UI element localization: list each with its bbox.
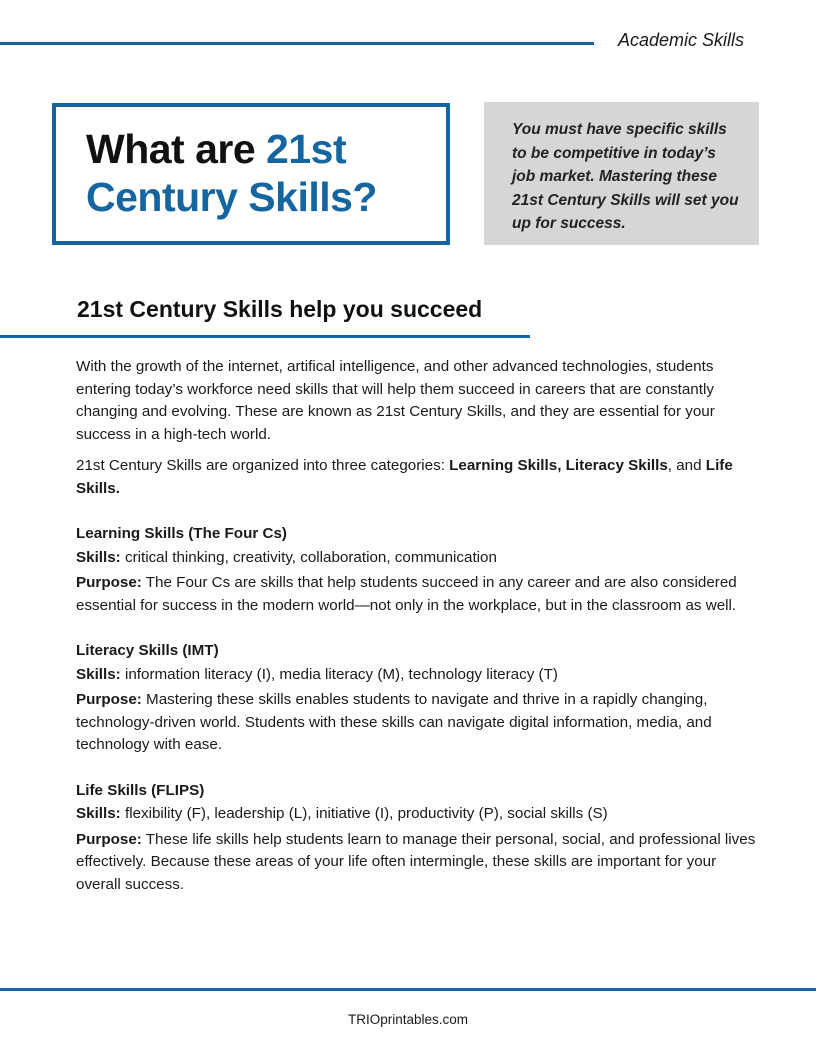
category-label: Academic Skills <box>618 30 745 50</box>
group-purpose-life: Purpose: These life skills help students learn to manage their personal, social, and professional lives effectively. Because these areas of your life often intermingle, these skills are important for your overall success. <box>76 830 756 893</box>
group-title-life: Life Skills (FLIPS) <box>76 781 205 799</box>
categories-prefix: 21st Century Skills are organized into three categories: <box>76 457 450 474</box>
title-accent-text-2: Century Skills? <box>86 174 377 220</box>
title-plain-text: What are <box>86 126 267 172</box>
group-skills-learning: Skills: critical thinking, creativity, collaboration, communication <box>76 548 497 566</box>
group-purpose-learning: Purpose: The Four Cs are skills that help students succeed in any career and are also considered essential for success in the modern world—not only in the workplace, but in the classroom as well. <box>76 574 737 614</box>
group-purpose-literacy: Purpose: Mastering these skills enables students to navigate and thrive in a rapidly changing, technology-driven world. Students with these skills can navigate digital information, media, and technology with ease. <box>76 691 712 753</box>
title-box <box>52 103 450 245</box>
section-divider <box>0 335 530 338</box>
category-literacy: Literacy Skills <box>565 457 668 474</box>
intro-callout <box>484 102 759 245</box>
article-body <box>76 356 756 896</box>
category-learning: Learning Skills <box>449 457 558 474</box>
intro-paragraph: With the growth of the internet, artifical intelligence, and other advanced technologies, students entering today’s workforce need skills that will help them succeed in careers that are constantly changing and evolving. These are known as 21st Century Skills, and they are essential for your success in a high-tech world. <box>76 358 715 443</box>
categories-suffix: . <box>115 479 120 497</box>
footer-site: TRIOprintables.com <box>347 1012 469 1027</box>
category-life: Life Skills <box>76 457 733 497</box>
page-title <box>86 125 377 221</box>
section-heading: 21st Century Skills help you succeed <box>77 296 483 322</box>
category-separator-2: , and <box>667 457 706 474</box>
group-skills-literacy: Skills: information literacy (I), media literacy (M), technology literacy (T) <box>76 665 558 683</box>
group-skills-life: Skills: flexibility (F), leadership (L), initiative (I), productivity (P), social skills (S) <box>76 805 608 822</box>
title-accent-text-1: 21st <box>266 126 347 172</box>
group-title-learning: Learning Skills (The Four Cs) <box>76 525 287 542</box>
group-title-literacy: Literacy Skills (IMT) <box>76 642 219 659</box>
footer-divider <box>0 988 816 991</box>
callout-text: You must have specific skills to be competitive in today’s job market. Mastering these 21st Century Skills will set you up for success. <box>512 121 739 232</box>
category-separator-1: , <box>557 457 566 474</box>
top-divider <box>0 42 594 45</box>
categories-paragraph <box>76 455 756 500</box>
